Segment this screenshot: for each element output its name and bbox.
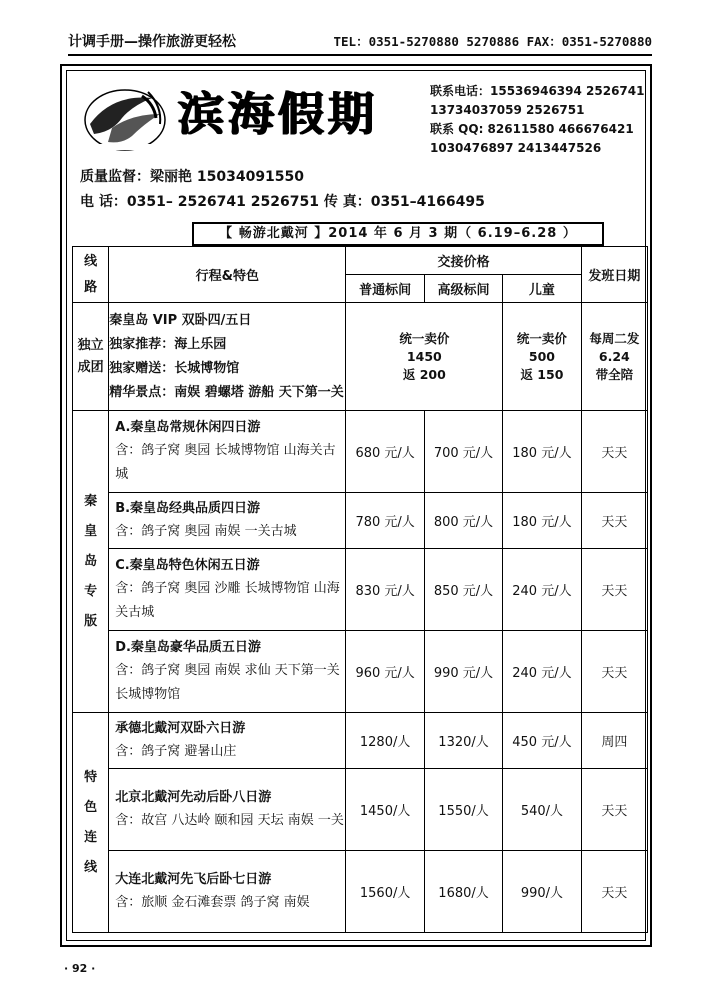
price-child: 240 元/人 [503, 549, 581, 631]
price-normal: 1280/人 [346, 713, 424, 769]
price-child: 990/人 [503, 851, 581, 933]
independent-departure: 每周二发 6.24 带全陪 [581, 303, 647, 411]
departure-date: 天天 [581, 851, 647, 933]
contact-line-qq: 联系 QQ: 82611580 466676421 [430, 122, 634, 136]
route-desc: 含：鸽子窝 奥园 长城博物馆 山海关古城 [115, 442, 336, 482]
departure-date: 天天 [581, 493, 647, 549]
route-cell [109, 493, 346, 549]
price-normal: 1450/人 [346, 769, 424, 851]
departure-date: 天天 [581, 769, 647, 851]
header-price-group: 交接价格 [346, 247, 581, 275]
header-normal-room: 普通标间 [346, 275, 424, 303]
price-normal: 780 元/人 [346, 493, 424, 549]
top-contact-bar [68, 32, 652, 56]
departure-date: 天天 [581, 549, 647, 631]
feature-line: 独家推荐：海上乐园 [109, 336, 227, 352]
unified-adult-price: 统一卖价 1450 返 200 [346, 303, 503, 411]
price-normal: 1560/人 [346, 851, 424, 933]
route-title: D.秦皇岛豪华品质五日游 [115, 639, 261, 655]
price-advanced: 1680/人 [424, 851, 502, 933]
route-cell [109, 851, 346, 933]
independent-tour-features [109, 303, 346, 411]
header-contact-block [430, 82, 645, 158]
route-title: 大连北戴河先飞后卧七日游 [115, 871, 272, 887]
price-normal: 680 元/人 [346, 411, 424, 493]
company-logo-icon [82, 84, 168, 156]
route-cell [109, 769, 346, 851]
contact-line-qq-2: 1030476897 2413447526 [430, 141, 602, 155]
route-title: A.秦皇岛常规休闲四日游 [115, 419, 261, 435]
price-table [72, 246, 648, 933]
contact-line-phone: 联系电话：15536946394 2526741 [430, 84, 645, 98]
header-line: 线 路 [73, 247, 109, 303]
route-cell [109, 411, 346, 493]
route-title: 北京北戴河先动后卧八日游 [115, 789, 272, 805]
price-child: 180 元/人 [503, 411, 581, 493]
price-advanced: 990 元/人 [424, 631, 502, 713]
tour-banner: 【 畅游北戴河 】2014 年 6 月 3 期（ 6.19–6.28 ） [192, 222, 604, 246]
feature-line: 独家赠送：长城博物馆 [109, 360, 240, 376]
feature-line: 秦皇岛 VIP 双卧四/五日 [109, 312, 252, 328]
route-cell [109, 549, 346, 631]
unified-child-price: 统一卖价 500 返 150 [503, 303, 581, 411]
price-child: 240 元/人 [503, 631, 581, 713]
route-cell [109, 713, 346, 769]
group-line-label: 秦 皇 岛 专 版 [73, 411, 109, 713]
route-desc: 含：旅顺 金石滩套票 鸽子窝 南娱 [115, 894, 310, 910]
price-advanced: 800 元/人 [424, 493, 502, 549]
route-title: 承德北戴河双卧六日游 [115, 720, 246, 736]
feature-line: 精华景点：南娱 碧螺塔 游船 天下第一关 [109, 384, 344, 400]
route-title: C.秦皇岛特色休闲五日游 [115, 557, 260, 573]
route-desc: 含：鸽子窝 避暑山庄 [115, 743, 237, 759]
group-line-label: 独立 成团 [73, 303, 109, 411]
route-desc: 含：故宫 八达岭 颐和园 天坛 南娱 一关 [115, 812, 344, 828]
departure-date: 周四 [581, 713, 647, 769]
phone-fax-line: 电 话：0351– 2526741 2526751 传 真：0351–4166495 [80, 194, 485, 210]
route-desc: 含：鸽子窝 奥园 沙雕 长城博物馆 山海关古城 [115, 580, 340, 620]
header-child: 儿童 [503, 275, 581, 303]
route-title: B.秦皇岛经典品质四日游 [115, 500, 261, 516]
price-child: 540/人 [503, 769, 581, 851]
route-desc: 含：鸽子窝 奥园 南娱 求仙 天下第一关 长城博物馆 [115, 662, 340, 702]
contact-line-phone-2: 13734037059 2526751 [430, 103, 585, 117]
price-advanced: 850 元/人 [424, 549, 502, 631]
departure-date: 天天 [581, 411, 647, 493]
price-advanced: 700 元/人 [424, 411, 502, 493]
price-advanced: 1320/人 [424, 713, 502, 769]
price-child: 450 元/人 [503, 713, 581, 769]
brand-name: 滨海假期 [178, 87, 378, 141]
price-normal: 830 元/人 [346, 549, 424, 631]
quality-supervisor: 质量监督：梁丽艳 15034091550 [80, 169, 305, 185]
header-route: 行程&特色 [109, 247, 346, 303]
group-line-label: 特 色 连 线 [73, 713, 109, 933]
price-advanced: 1550/人 [424, 769, 502, 851]
price-normal: 960 元/人 [346, 631, 424, 713]
tel-fax-line: TEL：0351-5270880 5270886 FAX：0351-5270880 [333, 34, 652, 49]
route-cell [109, 631, 346, 713]
page-number: · 92 · [64, 962, 96, 975]
route-desc: 含：鸽子窝 奥园 南娱 一关古城 [115, 523, 297, 539]
header-advanced-room: 高级标间 [424, 275, 502, 303]
header-date: 发班日期 [581, 247, 647, 303]
departure-date: 天天 [581, 631, 647, 713]
slogan: 计调手册—操作旅游更轻松 [68, 34, 236, 50]
price-child: 180 元/人 [503, 493, 581, 549]
